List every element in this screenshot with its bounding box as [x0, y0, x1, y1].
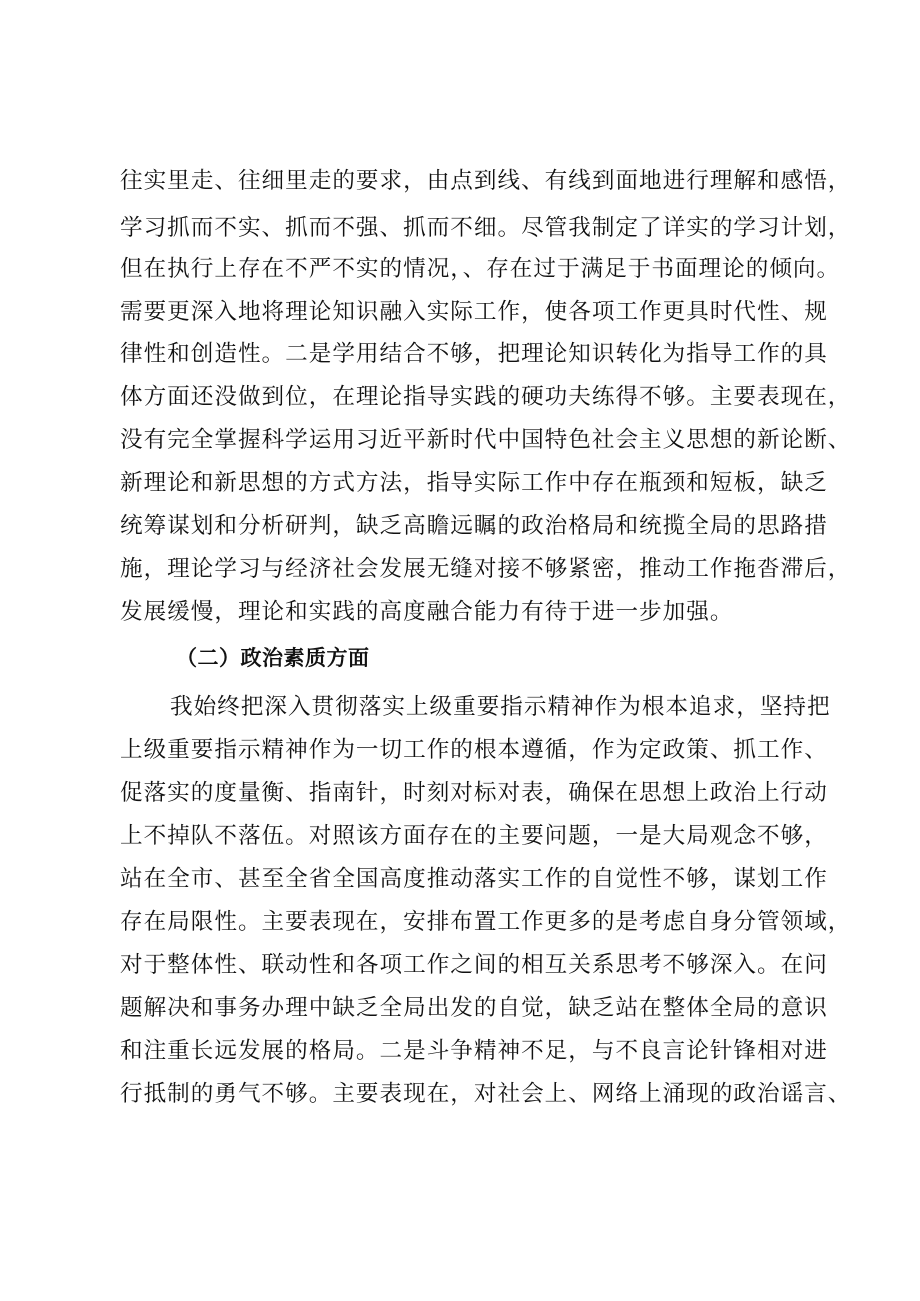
paragraph-1-line-3: 但在执行上存在不严不实的情况，、存在过于满足于书面理论的倾向。	[120, 256, 841, 282]
paragraph-2-line-2: 上级重要指示精神作为一切工作的根本遵循，作为定政策、抓工作、	[120, 737, 828, 763]
paragraph-1-line-9: 统筹谋划和分析研判，缺乏高瞻远瞩的政治格局和统揽全局的思路措	[120, 513, 828, 539]
paragraph-2-line-8: 题解决和事务办理中缺乏全局出发的自觉，缺乏站在整体全局的意识	[120, 995, 828, 1021]
paragraph-1-line-2: 学习抓而不实、抓而不强、抓而不细。尽管我制定了详实的学习计划，	[120, 215, 852, 241]
section-heading: （二）政治素质方面	[176, 646, 370, 670]
paragraph-2-line-9: 和注重长远发展的格局。二是斗争精神不足，与不良言论针锋相对进	[120, 1038, 828, 1064]
paragraph-2-line-7: 对于整体性、联动性和各项工作之间的相互关系思考不够深入。在问	[120, 952, 828, 978]
paragraph-1-line-1: 往实里走、往细里走的要求，由点到线、有线到面地进行理解和感悟，	[120, 168, 852, 194]
paragraph-1-line-10: 施，理论学习与经济社会发展无缝对接不够紧密，推动工作拖沓滞后，	[120, 556, 852, 582]
paragraph-2-line-3: 促落实的度量衡、指南针，时刻对标对表，确保在思想上政治上行动	[120, 780, 828, 806]
paragraph-1-line-4: 需要更深入地将理论知识融入实际工作，使各项工作更具时代性、规	[120, 299, 828, 325]
paragraph-1-line-8: 新理论和新思想的方式方法，指导实际工作中存在瓶颈和短板，缺乏	[120, 470, 828, 496]
paragraph-2-line-10: 行抵制的勇气不够。主要表现在，对社会上、网络上涌现的政治谣言、	[120, 1081, 852, 1107]
paragraph-2-line-6: 存在局限性。主要表现在，安排布置工作更多的是考虑自身分管领域，	[120, 909, 852, 935]
paragraph-2-line-1: 我始终把深入贯彻落实上级重要指示精神作为根本追求，坚持把	[170, 694, 831, 720]
paragraph-2-line-4: 上不掉队不落伍。对照该方面存在的主要问题，一是大局观念不够，	[120, 823, 828, 849]
paragraph-2-line-5: 站在全市、甚至全省全国高度推动落实工作的自觉性不够，谋划工作	[120, 866, 828, 892]
paragraph-1-line-11: 发展缓慢，理论和实践的高度融合能力有待于进一步加强。	[120, 599, 734, 625]
paragraph-1-line-6: 体方面还没做到位，在理论指导实践的硬功夫练得不够。主要表现在，	[120, 384, 852, 410]
paragraph-1-line-7: 没有完全掌握科学运用习近平新时代中国特色社会主义思想的新论断、	[120, 427, 852, 453]
paragraph-1-line-5: 律性和创造性。二是学用结合不够，把理论知识转化为指导工作的具	[120, 341, 828, 367]
